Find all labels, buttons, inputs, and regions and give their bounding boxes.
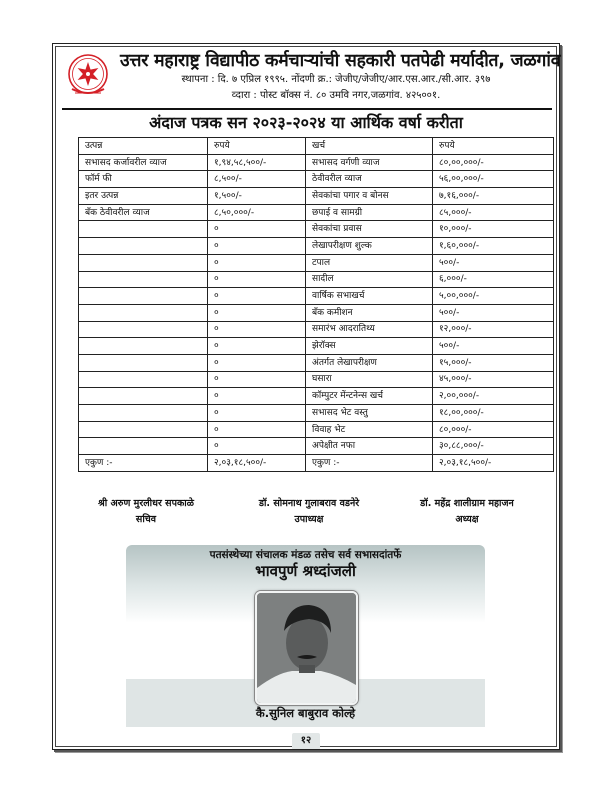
table-row: [79, 438, 554, 455]
expense-amount: १२,०००/-: [433, 321, 554, 338]
table-row: [79, 304, 554, 321]
table-row: [79, 238, 554, 255]
income-item: [79, 321, 208, 338]
income-amount: ०: [208, 421, 306, 438]
expense-item: सभासद वर्गणी व्याज: [306, 154, 433, 171]
income-item: [79, 304, 208, 321]
income-total-label: एकुण :-: [79, 455, 208, 472]
income-amount: ०: [208, 438, 306, 455]
table-row: [79, 254, 554, 271]
expense-item: छपाई व सामग्री: [306, 204, 433, 221]
expense-amount: १,६०,०००/-: [433, 238, 554, 255]
expense-item: विवाह भेट: [306, 421, 433, 438]
income-amount: ०: [208, 371, 306, 388]
table-row: [79, 154, 554, 171]
expense-item: सादील: [306, 271, 433, 288]
column-header-expense: खर्च: [306, 138, 433, 155]
income-amount: १,९४,५८,५००/-: [208, 154, 306, 171]
income-amount: ०: [208, 304, 306, 321]
table-row: [79, 421, 554, 438]
income-item: [79, 405, 208, 422]
budget-title: अंदाज पत्रक सन २०२३-२०२४ या आर्थिक वर्षा करीता: [149, 113, 463, 132]
table-row: [79, 188, 554, 205]
table-row: [79, 204, 554, 221]
income-amount: ०: [208, 405, 306, 422]
signatory-name: डॉ. महेंद्र शालीग्राम महाजन: [420, 498, 514, 509]
expense-item: अंतर्गत लेखापरीक्षण: [306, 354, 433, 371]
person-silhouette-icon: [257, 593, 356, 703]
table-row: [79, 271, 554, 288]
income-item: इतर उत्पन्न: [79, 188, 208, 205]
signature-secretary: [76, 496, 216, 528]
income-amount: ०: [208, 221, 306, 238]
table-row: [79, 321, 554, 338]
income-amount: ०: [208, 238, 306, 255]
expense-amount: ८०,०००/-: [433, 421, 554, 438]
expense-item: सेवकांचा प्रवास: [306, 221, 433, 238]
expense-item: वार्षिक सभाखर्च: [306, 288, 433, 305]
table-row: [79, 171, 554, 188]
expense-amount: ३०,८८,०००/-: [433, 438, 554, 455]
expense-total-label: एकुण :-: [306, 455, 433, 472]
tribute-intro: पतसंस्थेच्या संचालक मंडळ तसेच सर्व सभासदांतर्फे: [209, 549, 402, 561]
income-amount: ०: [208, 354, 306, 371]
income-item: सभासद कर्जावरील व्याज: [79, 154, 208, 171]
income-item: [79, 271, 208, 288]
income-item: [79, 354, 208, 371]
column-header-expense-amount: रुपये: [433, 138, 554, 155]
expense-item: लेखापरीक्षण शुल्क: [306, 238, 433, 255]
column-header-income: उत्पन्न: [79, 138, 208, 155]
income-amount: ०: [208, 338, 306, 355]
tribute-panel: [126, 545, 485, 727]
tribute-heading: भावपुर्ण श्रध्दांजली: [255, 562, 356, 580]
expense-amount: १५,०००/-: [433, 354, 554, 371]
table-row: [79, 354, 554, 371]
income-item: [79, 338, 208, 355]
expense-item: समारंभ आदरातिथ्य: [306, 321, 433, 338]
expense-amount: १८,००,०००/-: [433, 405, 554, 422]
income-amount: ८,५०,०००/-: [208, 204, 306, 221]
expense-amount: ५००/-: [433, 338, 554, 355]
expense-item: सभासद भेट वस्तु: [306, 405, 433, 422]
table-row: [79, 371, 554, 388]
expense-item: ठेवीवरील व्याज: [306, 171, 433, 188]
expense-total-amount: २,०३,१८,५००/-: [433, 455, 554, 472]
income-amount: ८,५००/-: [208, 171, 306, 188]
expense-amount: २,००,०००/-: [433, 388, 554, 405]
address-info: व्दारा : पोस्ट बॉक्स नं. ८० उमवि नगर,जळगांव. ४२५००१.: [231, 90, 441, 101]
income-item: [79, 438, 208, 455]
page-number: १२: [292, 733, 320, 749]
society-emblem-icon: [65, 53, 111, 99]
expense-amount: १०,०००/-: [433, 221, 554, 238]
expense-item: अपेक्षीत नफा: [306, 438, 433, 455]
signature-vice-president: [234, 496, 384, 528]
table-total-row: [79, 455, 554, 472]
expense-amount: ८०,००,०००/-: [433, 154, 554, 171]
expense-amount: ७,१६,०००/-: [433, 188, 554, 205]
expense-amount: ५,००,०००/-: [433, 288, 554, 305]
expense-amount: ५६,००,०००/-: [433, 171, 554, 188]
income-item: [79, 254, 208, 271]
income-amount: ०: [208, 271, 306, 288]
income-item: [79, 371, 208, 388]
signatures: [56, 496, 556, 530]
income-item: [79, 288, 208, 305]
table-row: [79, 221, 554, 238]
signatory-name: डॉ. सोमनाथ गुलाबराव वडनेरे: [258, 498, 360, 509]
organization-title: उत्तर महाराष्ट्र विद्यापीठ कर्मचाऱ्यांची सहकारी पतपेढी मर्यादीत, जळगांव: [120, 51, 561, 71]
expense-amount: ४५,०००/-: [433, 371, 554, 388]
expense-item: कॉम्पुटर मेंन्टनेन्स खर्च: [306, 388, 433, 405]
expense-item: बँक कमीशन: [306, 304, 433, 321]
income-amount: ०: [208, 254, 306, 271]
expense-item: घसारा: [306, 371, 433, 388]
income-item: [79, 221, 208, 238]
signatory-role: अध्यक्ष: [455, 514, 479, 525]
income-item: [79, 421, 208, 438]
portrait-photo: [255, 591, 358, 705]
expense-amount: ५००/-: [433, 254, 554, 271]
income-amount: ०: [208, 321, 306, 338]
signature-president: [392, 496, 542, 528]
income-item: [79, 388, 208, 405]
income-item: [79, 238, 208, 255]
table-row: [79, 338, 554, 355]
income-amount: ०: [208, 388, 306, 405]
income-amount: १,५००/-: [208, 188, 306, 205]
expense-item: टपाल: [306, 254, 433, 271]
column-header-income-amount: रुपये: [208, 138, 306, 155]
table-row: [79, 405, 554, 422]
income-amount: ०: [208, 288, 306, 305]
income-item: बँक ठेवीवरील व्याज: [79, 204, 208, 221]
expense-amount: ८५,०००/-: [433, 204, 554, 221]
signatory-name: श्री अरुण मुरलीधर सपकाळे: [98, 498, 194, 509]
income-item: फॉर्म फी: [79, 171, 208, 188]
income-total-amount: २,०३,१८,५००/-: [208, 455, 306, 472]
signatory-role: सचिव: [135, 514, 157, 525]
expense-item: झेरॉक्स: [306, 338, 433, 355]
signatory-role: उपाध्यक्ष: [294, 514, 324, 525]
letterhead: [56, 46, 561, 110]
table-row: [79, 288, 554, 305]
deceased-name: कै.सुनिल बाबुराव कोल्हे: [255, 706, 356, 720]
table-row: [79, 388, 554, 405]
budget-table: [78, 137, 554, 472]
establishment-info: स्थापना : दि. ७ एप्रिल १९९५. नोंदणी क्र.: जेजीए/जेजीए/आर.एस.आर./सी.आर. ३९७: [181, 74, 491, 85]
expense-item: सेवकांचा पगार व बोनस: [306, 188, 433, 205]
table-header-row: [79, 138, 554, 155]
expense-amount: ६,०००/-: [433, 271, 554, 288]
header-divider: [62, 108, 552, 110]
expense-amount: ५००/-: [433, 304, 554, 321]
